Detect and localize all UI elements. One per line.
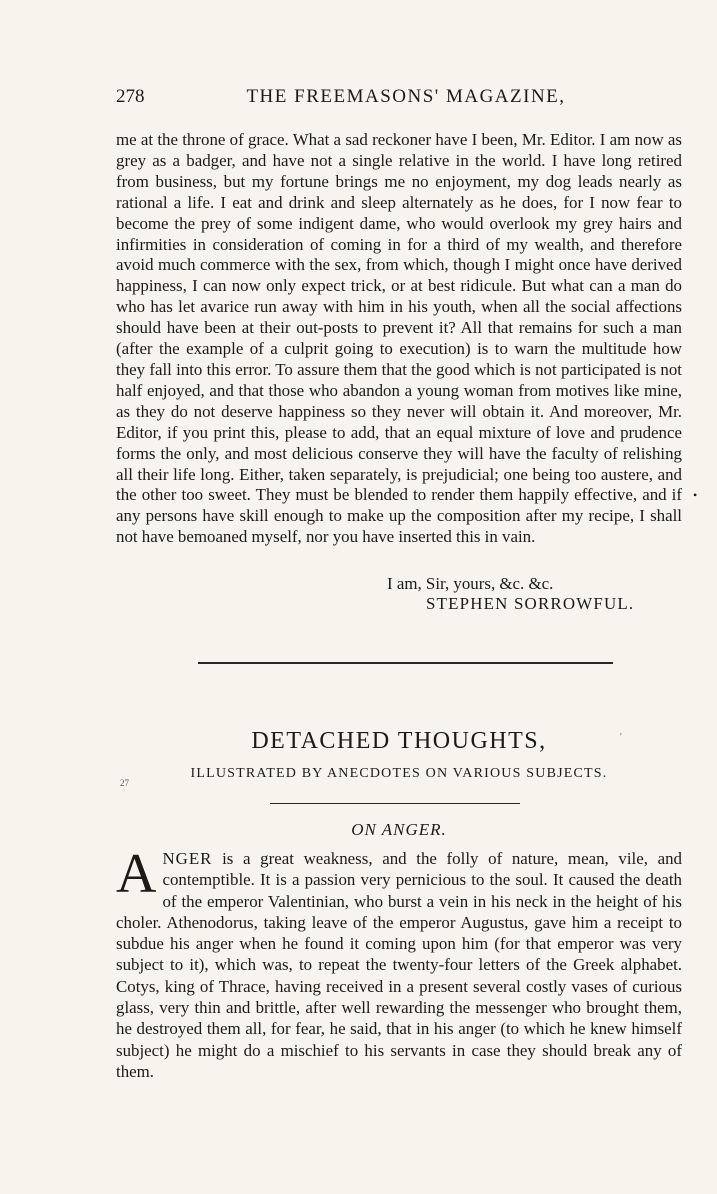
- letter-text: [116, 130, 682, 548]
- margin-tick: ': [620, 732, 622, 743]
- running-head: [116, 86, 682, 108]
- drop-cap: A: [116, 843, 157, 905]
- letter-paragraph: me at the throne of grace. What a sad reckoner have I been, Mr. Editor. I am now as grey as a badger, and have not a single relative in the world. I have long retired from business, but my fortune brings me no enjoyment, my dog leads nearly as rational a life. I eat and drink and sleep alternately as he does, for I now fear to become the prey of some indigent dame, who would overlook my grey hairs and infirmities in consideration of coming in for a third of my wealth, and therefore avoid much commerce with the sex, from which, though I might once have derived happiness, I can now only expect trick, or at best ridicule. But what can a man do who has let avarice run away with him in his youth, when all the social affections should have been at their out-posts to prevent it? All that remains for such a man (after the example of a culprit going to execution) is to warn the multitude how they fall into this error. To assure them that the good which is not participated is not half enjoyed, and that those who abandon a young woman from motives like mine, as they do not deserve happiness so they never will obtain it. And moreover, Mr. Editor, if you print this, please to add, that an equal mixture of love and prudence forms the only, and most delicious conserve they will have the faculty of relishing all their life long. Either, taken separately, is prejudicial; one being too austere, and the other too sweet. They must be blended to render them happily effective, and if any persons have skill enough to make up the composition after my recipe, I shall not have bemoaned myself, nor you have inserted this in vain.: [116, 130, 682, 547]
- margin-mark: 27: [120, 778, 129, 788]
- section-title: DETACHED THOUGHTS,: [251, 728, 547, 754]
- article-text: [116, 843, 682, 1082]
- magazine-title: THE FREEMASONS' MAGAZINE,: [246, 86, 566, 107]
- subtitle-rule: [270, 803, 520, 804]
- article-body: is a great weakness, and the folly of nature, mean, vile, and contemptible. It is a passion very pernicious to the soul. It caused the death of the emperor Valentinian, who burst a vein in his neck in the height of his choler. Athenodorus, taking leave of the emperor Augustus, gave him a receipt to subdue his anger when he found it coming upon him (for that emperor was very subject to it), which was, to repeat the twenty-four letters of the Greek alphabet. Cotys, king of Thrace, having received in a present several costly vases of curious glass, very thin and brittle, after well rewarding the messenger who brought them, he destroyed them all, for fear, he said, that in his anger (to which he knew himself subject) he might do a mischief to his servants in case they should break any of them.: [116, 849, 682, 1081]
- article-lead-word: NGER: [162, 849, 213, 868]
- margin-dot: •: [693, 488, 698, 502]
- article-title: ON ANGER.: [351, 820, 447, 839]
- section-subtitle: ILLUSTRATED BY ANECDOTES ON VARIOUS SUBJECTS.: [190, 766, 608, 781]
- section-divider: [198, 662, 613, 664]
- letter-signature: STEPHEN SORROWFUL.: [426, 594, 635, 613]
- page-number: 278: [116, 86, 145, 107]
- letter-closing: I am, Sir, yours, &c. &c.: [387, 574, 554, 593]
